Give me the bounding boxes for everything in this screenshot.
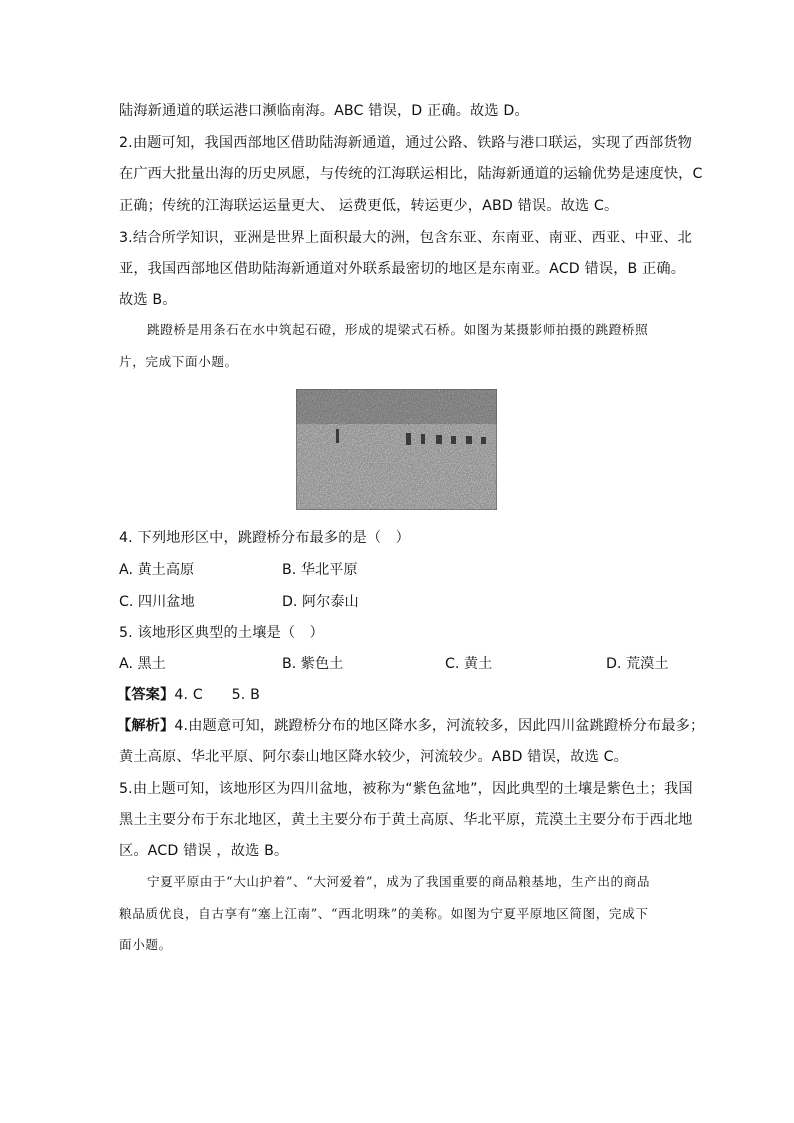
passage-line: 片，完成下面小题。 [119, 354, 238, 369]
bridge-photo-image [296, 389, 497, 510]
question-5-stem: 5. 该地形区典型的土壤是（ ） [119, 625, 324, 641]
analysis-line: 黄土高原、华北平原、阿尔泰山地区降水较少，河流较少。ABD 错误，故选 C。 [119, 749, 628, 765]
analysis-line: 5.由上题可知，该地形区为四川盆地，被称为“紫色盆地”，因此典型的土壤是紫色土；我国 [119, 781, 693, 797]
passage-line: 粮品质优良，自古享有“塞上江南”、“西北明珠”的美称。如图为宁夏平原地区简图，完成下 [119, 906, 649, 921]
question-5-option-c[interactable]: C. 黄土 [445, 656, 493, 672]
answer-text: 4. C 5. B [174, 687, 260, 703]
passage-line: 跳蹬桥是用条石在水中筑起石磴，形成的堤梁式石桥。如图为某摄影师拍摄的跳蹬桥照 [147, 322, 649, 337]
passage-line: 宁夏平原由于“大山护着”、“大河爱着”，成为了我国重要的商品粮基地，生产出的商品 [147, 874, 651, 889]
passage-line: 面小题。 [119, 937, 172, 952]
explanation-line: 陆海新通道的联运港口濒临南海。ABC 错误，D 正确。故选 D。 [119, 103, 529, 119]
bridge-photo [296, 389, 497, 510]
question-4-option-b[interactable]: B. 华北平原 [282, 562, 358, 578]
question-5-option-a[interactable]: A. 黑土 [119, 656, 166, 672]
question-5-option-d[interactable]: D. 荒漠土 [606, 656, 669, 672]
answer-label: 【答案】 [117, 687, 175, 703]
analysis-row [117, 716, 704, 736]
explanation-q3-line: 3.结合所学知识，亚洲是世界上面积最大的洲，包含东亚、东南亚、南亚、西亚、中亚、北 [119, 230, 693, 246]
explanation-q3-line: 故选 B。 [119, 292, 177, 308]
analysis-line: 区。ACD 错误 ，故选 B。 [119, 843, 289, 859]
question-5-option-b[interactable]: B. 紫色土 [282, 656, 344, 672]
question-4-option-d[interactable]: D. 阿尔泰山 [282, 594, 359, 610]
question-4-option-c[interactable]: C. 四川盆地 [119, 594, 195, 610]
explanation-q2-line: 2.由题可知，我国西部地区借助陆海新通道，通过公路、铁路与港口联运，实现了西部货物 [119, 135, 693, 151]
analysis-line: 黑土主要分布于东北地区，黄土主要分布于黄土高原、华北平原，荒漠土主要分布于西北地 [119, 812, 693, 828]
question-4-option-a[interactable]: A. 黄土高原 [119, 562, 195, 578]
analysis-label: 【解析】 [117, 718, 175, 734]
explanation-q2-line: 在广西大批量出海的历史夙愿，与传统的江海联运相比，陆海新通道的运输优势是速度快，C [119, 166, 703, 182]
analysis-text: 4.由题意可知，跳蹬桥分布的地区降水多，河流较多，因此四川盆跳蹬桥分布最多； [174, 718, 705, 734]
explanation-q3-line: 亚，我国西部地区借助陆海新通道对外联系最密切的地区是东南亚。ACD 错误，B 正确。 [119, 261, 686, 277]
explanation-q2-line: 正确；传统的江海联运运量更大、 运费更低，转运更少，ABD 错误。故选 C。 [119, 198, 619, 214]
answer-row [117, 685, 260, 705]
question-4-stem: 4. 下列地形区中，跳蹬桥分布最多的是（ ） [119, 530, 410, 546]
